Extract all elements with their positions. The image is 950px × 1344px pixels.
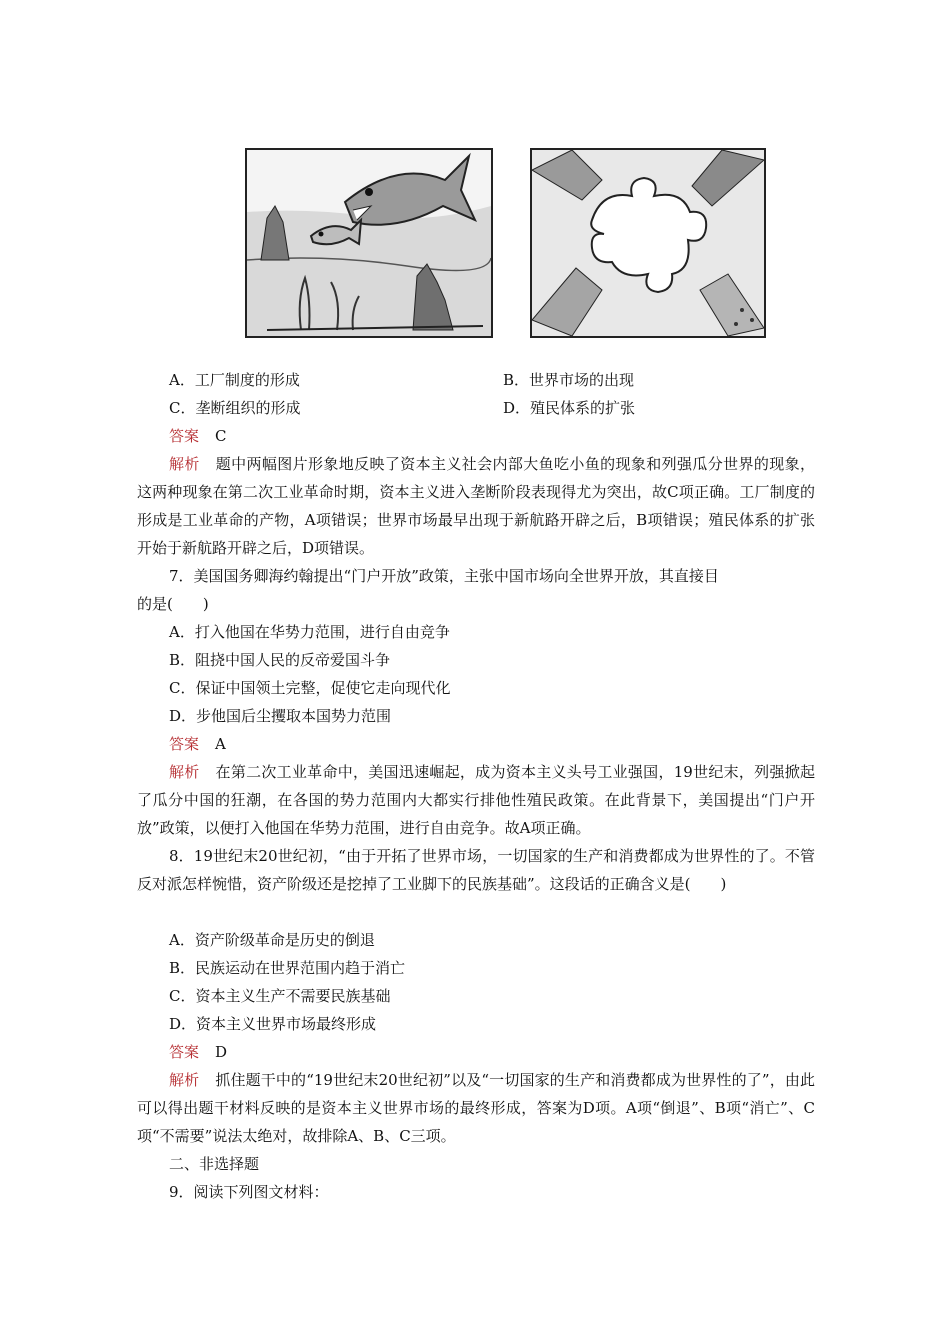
q8-option-b: B．民族运动在世界范围内趋于消亡 (169, 959, 406, 977)
analysis-text: 在第二次工业革命中，美国迅速崛起，成为资本主义头号工业强国，19世纪末，列强掀起了瓜分中国的狂潮，在各国的势力范围内大都实行排他性殖民政策。在此背景下，美国提出“门户开放”政策，以便打入他国在华势力范围，进行自由竞争。故A项正确。 (137, 763, 815, 837)
q7-option-c: C．保证中国领土完整，促使它走向现代化 (169, 679, 451, 697)
q7-stem-line1: 7．美国国务卿海约翰提出“门户开放”政策，主张中国市场向全世界开放，其直接目 (169, 567, 719, 585)
answer-label: 答案 (169, 735, 200, 753)
q7-option-b: B．阻挠中国人民的反帝爱国斗争 (169, 651, 391, 669)
q6-option-a: A．工厂制度的形成 (169, 371, 300, 389)
q8-option-a: A．资产阶级革命是历史的倒退 (169, 931, 375, 949)
answer-value: C (215, 427, 227, 445)
q7-stem-line2: 的是( ) (137, 595, 209, 613)
q6-answer (169, 422, 227, 450)
q8-stem: 8．19世纪末20世纪初，“由于开拓了世界市场，一切国家的生产和消费都成为世界性的了。不管反对派怎样惋惜，资产阶级还是挖掉了工业脚下的民族基础”。这段话的正确含义是( ) (137, 847, 815, 893)
answer-value: D (215, 1043, 228, 1061)
analysis-label: 解析 (169, 1071, 200, 1089)
q7-option-a: A．打入他国在华势力范围，进行自由竞争 (169, 623, 450, 641)
q8-option-d: D．资本主义世界市场最终形成 (169, 1015, 377, 1033)
analysis-text: 题中两幅图片形象地反映了资本主义社会内部大鱼吃小鱼的现象和列强瓜分世界的现象，这两种现象在第二次工业革命时期，资本主义进入垄断阶段表现得尤为突出，故C项正确。工厂制度的形成是工业革命的产物，A项错误；世界市场最早出现于新航路开辟之后，B项错误；殖民体系的扩张开始于新航路开辟之后，D项错误。 (137, 455, 815, 557)
answer-label: 答案 (169, 427, 200, 445)
q7-answer (169, 730, 226, 758)
q8-analysis (137, 1066, 815, 1150)
q6-option-d: D．殖民体系的扩张 (503, 399, 636, 417)
q8-option-c: C．资本主义生产不需要民族基础 (169, 987, 391, 1005)
illustrations (230, 134, 770, 366)
analysis-text: 抓住题干中的“19世纪末20世纪初”以及“一切国家的生产和消费都成为世界性的了”，由此可以得出题干材料反映的是资本主义世界市场的最终形成，答案为D项。A项“倒退”、B项“消亡”、C项“不需要”说法太绝对，故排除A、B、C三项。 (137, 1071, 815, 1145)
q6-option-c: C．垄断组织的形成 (169, 399, 301, 417)
q8-answer (169, 1038, 227, 1066)
q6-option-b: B．世界市场的出现 (503, 371, 635, 389)
q7-option-d: D．步他国后尘攫取本国势力范围 (169, 707, 392, 725)
analysis-label: 解析 (169, 763, 200, 781)
section-heading: 二、非选择题 (169, 1155, 260, 1173)
analysis-label: 解析 (169, 455, 200, 473)
q6-analysis (137, 450, 815, 562)
answer-label: 答案 (169, 1043, 200, 1061)
hands-holding-puzzle-pieces-icon (530, 148, 766, 338)
answer-value: A (215, 735, 226, 753)
big-fish-eating-small-fish-icon (245, 148, 493, 338)
q9-stem: 9．阅读下列图文材料： (169, 1183, 329, 1201)
q7-analysis (137, 758, 815, 842)
